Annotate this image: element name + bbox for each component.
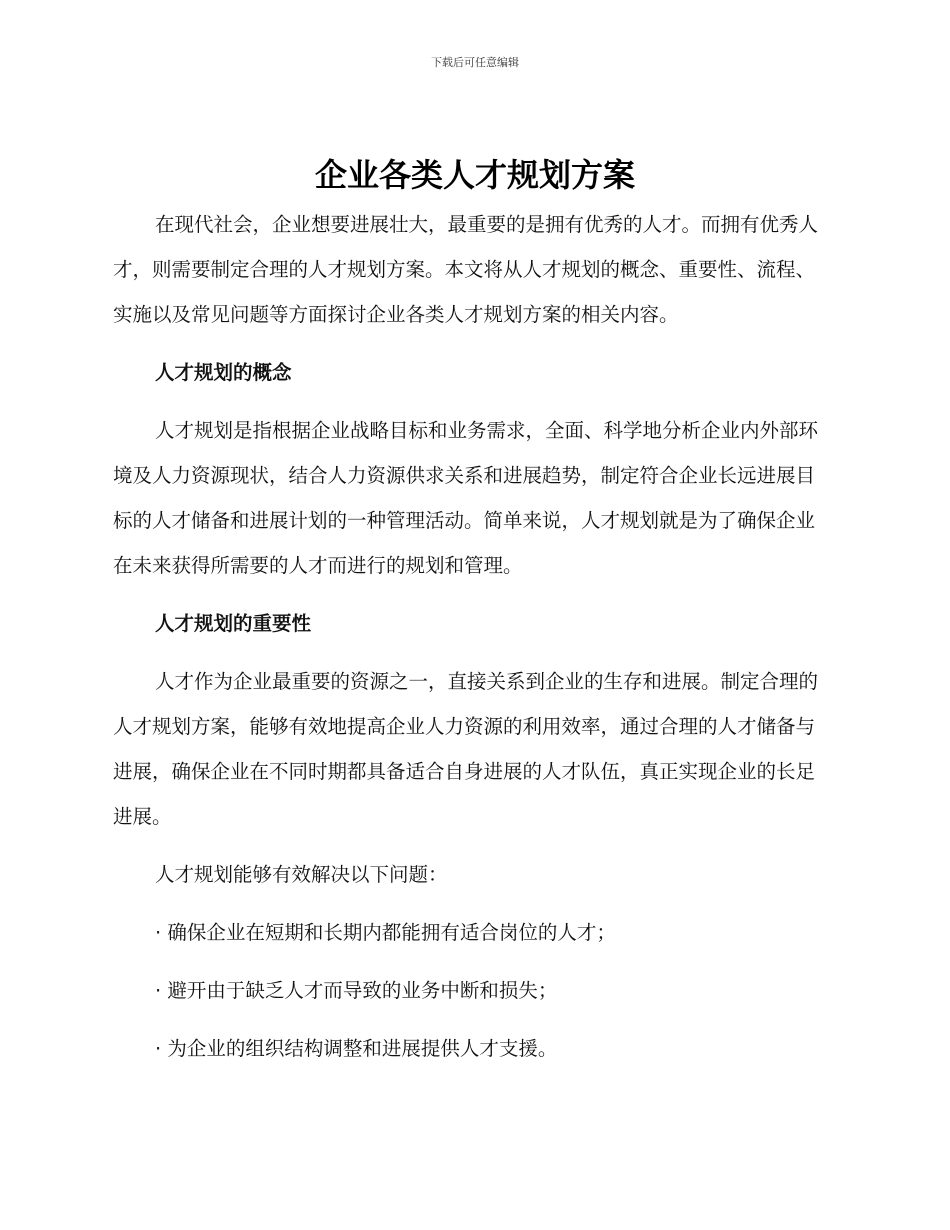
section-paragraph-importance: 人才作为企业最重要的资源之一，直接关系到企业的生存和进展。制定合理的人才规划方案，能够有效地提高企业人力资源的利用效率，通过合理的人才储备与进展，确保企业在不同时期都具备适合自身进展的人才队伍，真正实现企业的长足进展。 <box>113 670 819 828</box>
document-body <box>113 202 831 1071</box>
bullet-list <box>113 910 831 1071</box>
list-item: · 确保企业在短期和长期内都能拥有适合岗位的人才； <box>155 921 616 944</box>
page-header-note: 下载后可任意编辑 <box>431 56 519 69</box>
section-heading-importance: 人才规划的重要性 <box>155 612 312 635</box>
section-paragraph-concept: 人才规划是指根据企业战略目标和业务需求，全面、科学地分析企业内外部环境及人力资源现状，结合人力资源供求关系和进展趋势，制定符合企业长远进展目标的人才储备和进展计划的一种管理活动。简单来说，人才规划就是为了确保企业在未来获得所需要的人才而进行的规划和管理。 <box>113 419 819 577</box>
list-lead-text: 人才规划能够有效解决以下问题： <box>155 863 448 886</box>
section-heading-concept: 人才规划的概念 <box>155 361 292 384</box>
intro-paragraph: 在现代社会，企业想要进展壮大，最重要的是拥有优秀的人才。而拥有优秀人才，则需要制定合理的人才规划方案。本文将从人才规划的概念、重要性、流程、实施以及常见问题等方面探讨企业各类人才规划方案的相关内容。 <box>113 213 819 326</box>
document-title: 企业各类人才规划方案 <box>314 156 635 194</box>
list-item: · 为企业的组织结构调整和进展提供人才支援。 <box>155 1037 558 1060</box>
list-item: · 避开由于缺乏人才而导致的业务中断和损失； <box>155 979 558 1002</box>
